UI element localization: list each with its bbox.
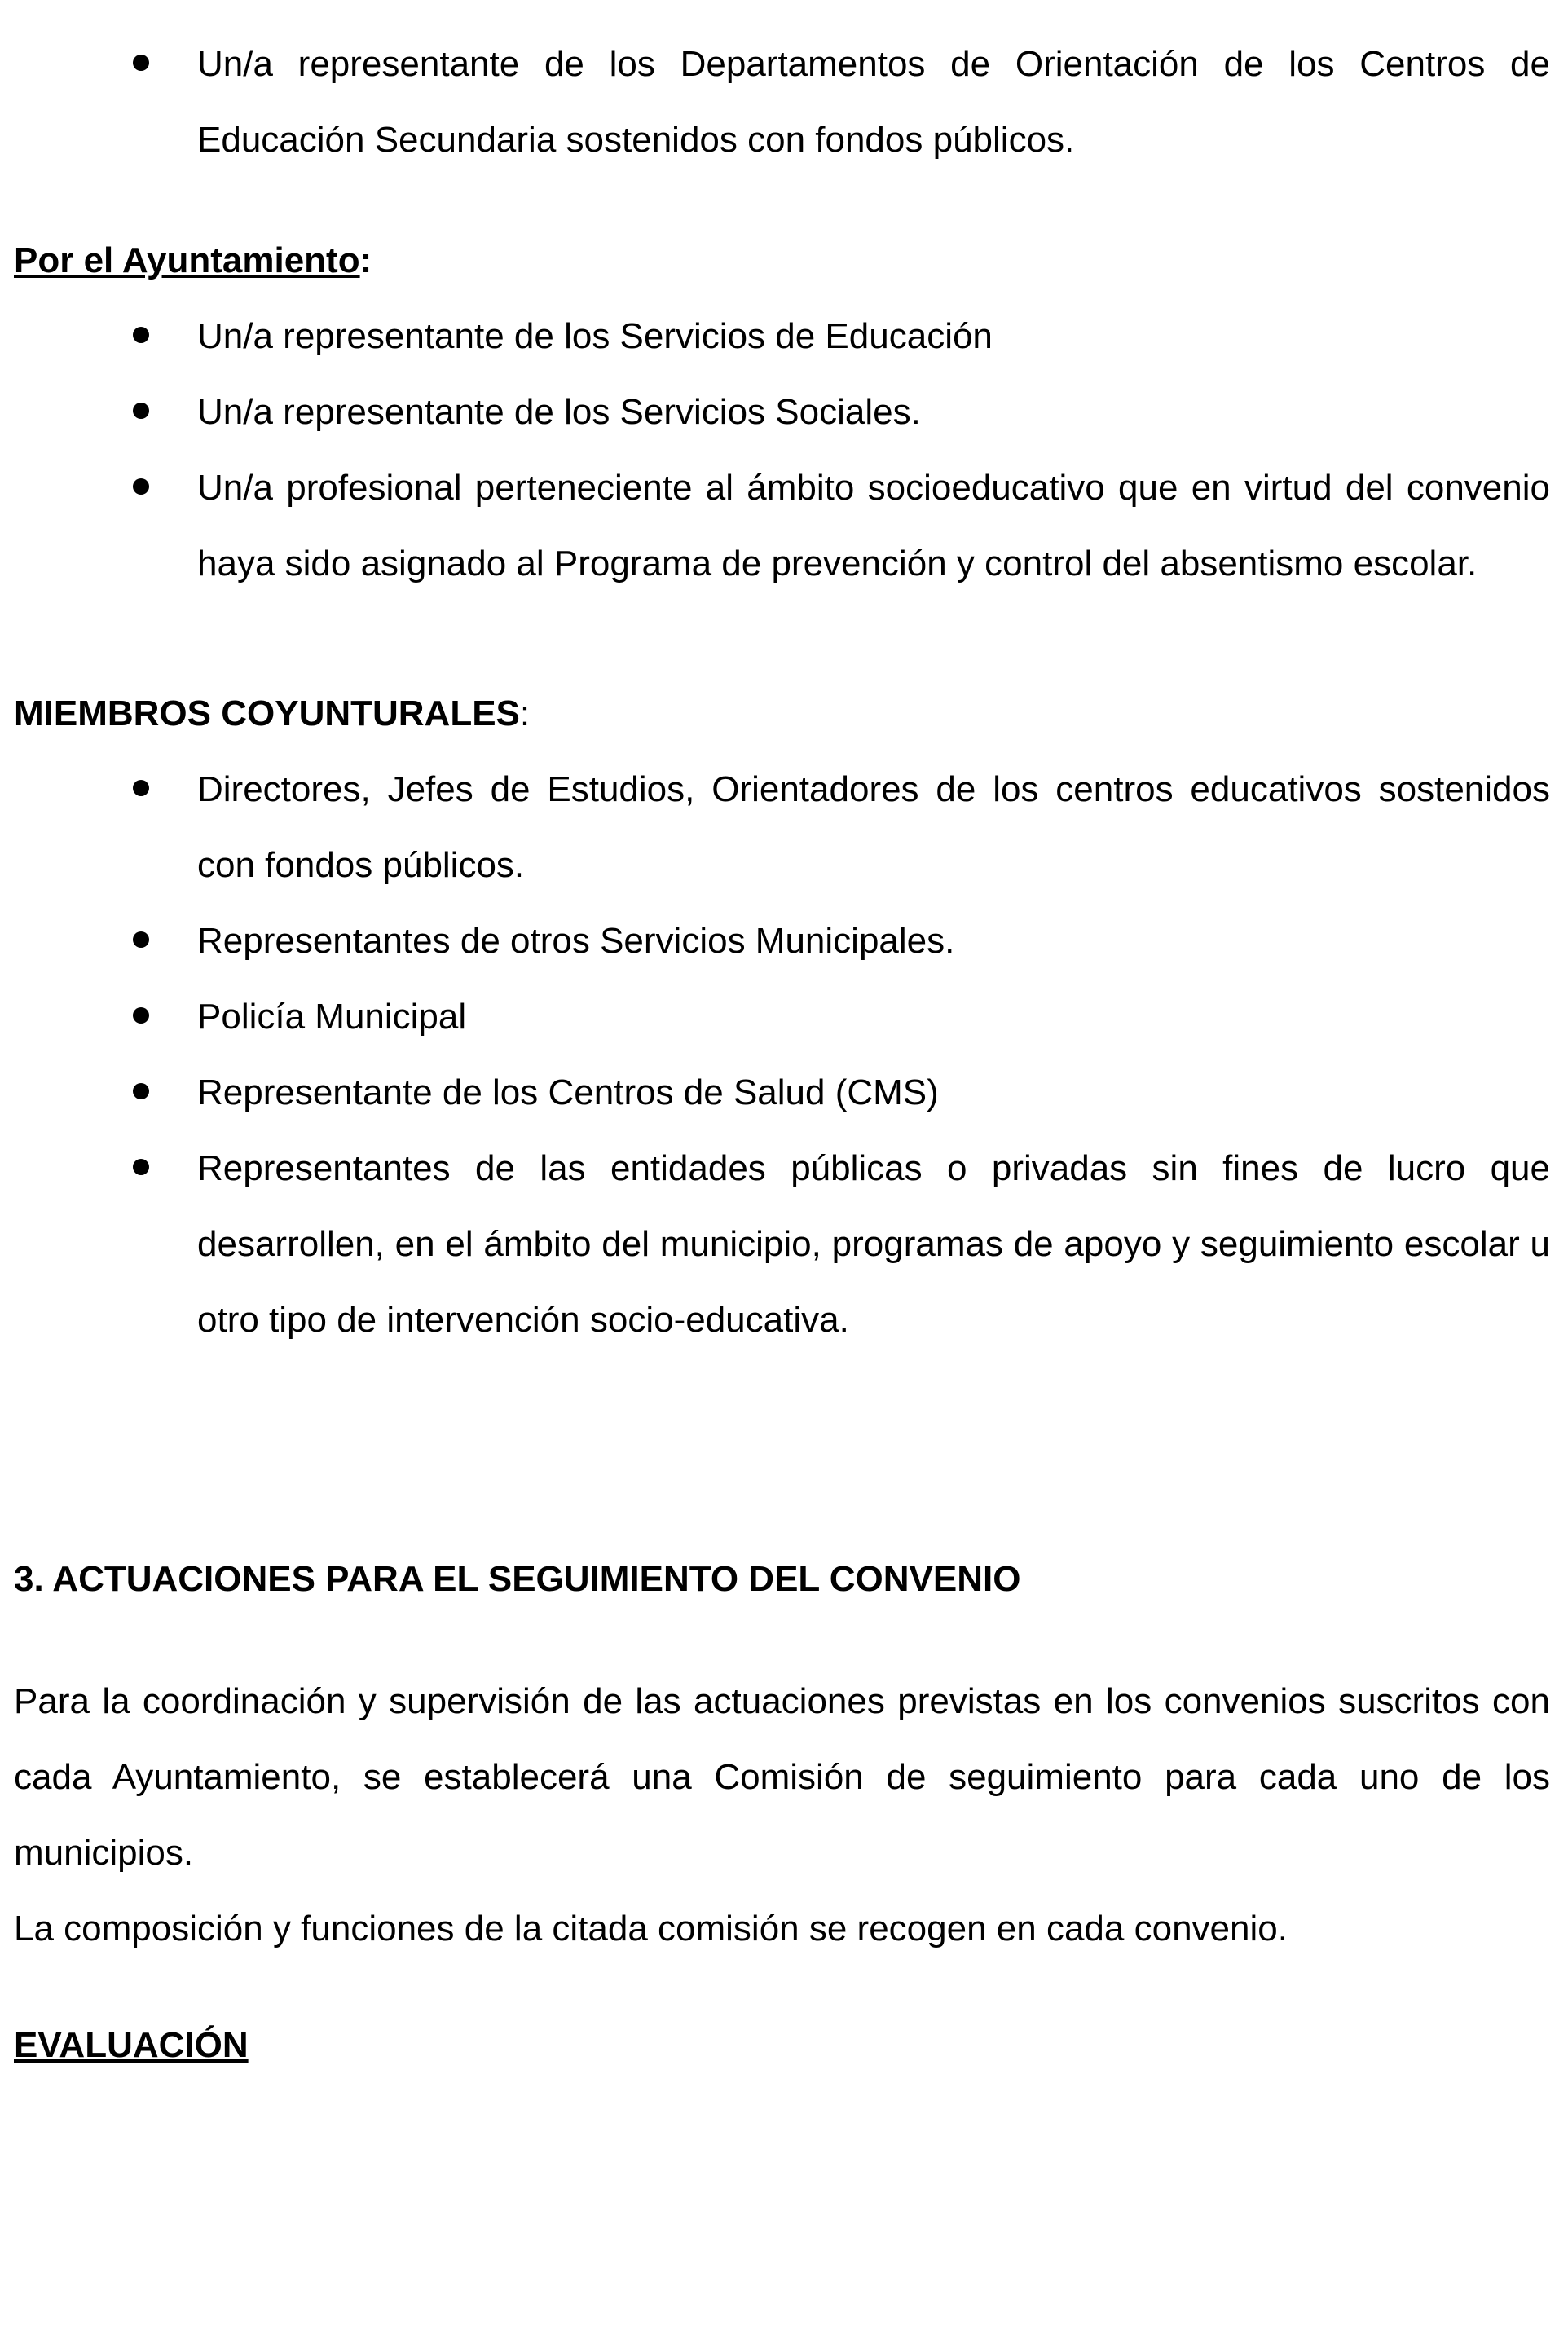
bullet-icon — [133, 1083, 149, 1099]
list-item-text: Representante de los Centros de Salud (CMS) — [197, 1072, 939, 1112]
list-item-text: Representantes de otros Servicios Municipales. — [197, 921, 955, 961]
list-item-text: Un/a representante de los Departamentos de Orientación de los Centros de Educación Secundaria sostenidos con fondos públicos. — [197, 44, 1550, 160]
heading-colon: : — [359, 240, 372, 280]
coyunturales-heading-text: MIEMBROS COYUNTURALES — [14, 694, 520, 733]
bullet-icon — [133, 403, 149, 419]
list-item-text: Policía Municipal — [197, 997, 467, 1037]
list-item — [14, 1055, 1550, 1130]
list-item — [14, 374, 1550, 450]
intro-list — [14, 26, 1550, 178]
ayuntamiento-heading-text: Por el Ayuntamiento — [14, 240, 360, 280]
list-item-text: Un/a representante de los Servicios de Educación — [197, 316, 993, 356]
bullet-icon — [133, 55, 149, 71]
bullet-icon — [133, 1159, 149, 1175]
list-item — [14, 298, 1550, 374]
ayuntamiento-heading — [14, 222, 1550, 298]
bullet-icon — [133, 478, 149, 495]
list-item — [14, 751, 1550, 903]
heading-colon: : — [519, 694, 531, 733]
list-item — [14, 1130, 1550, 1358]
list-item — [14, 450, 1550, 601]
evaluacion-heading — [14, 2007, 1550, 2083]
list-item-text: Directores, Jefes de Estudios, Orientadores de los centros educativos sostenidos con fondos públicos. — [197, 769, 1550, 885]
list-item — [14, 26, 1550, 178]
list-item-text: Un/a profesional perteneciente al ámbito socioeducativo que en virtud del convenio haya sido asignado al Programa de prevención y control del absentismo escolar. — [197, 468, 1550, 584]
list-item — [14, 979, 1550, 1055]
section-3-paragraph-2: La composición y funciones de la citada comisión se recogen en cada convenio. — [14, 1909, 1288, 1949]
evaluacion-heading-text: EVALUACIÓN — [14, 2025, 249, 2065]
section-3-paragraph-1: Para la coordinación y supervisión de las actuaciones previstas en los convenios suscritos con cada Ayuntamiento, se establecerá una Comisión de seguimiento para cada uno de los municipios. — [14, 1681, 1550, 1873]
section-3-heading: 3. ACTUACIONES PARA EL SEGUIMIENTO DEL CONVENIO — [14, 1559, 1021, 1599]
list-item — [14, 903, 1550, 979]
bullet-icon — [133, 780, 149, 796]
bullet-icon — [133, 327, 149, 343]
bullet-icon — [133, 931, 149, 948]
bullet-icon — [133, 1007, 149, 1024]
list-item-text: Representantes de las entidades públicas o privadas sin fines de lucro que desarrollen, en el ámbito del municipio, programas de apoyo y seguimiento escolar u otro tipo de intervención socio-educativa. — [197, 1148, 1550, 1340]
list-item-text: Un/a representante de los Servicios Sociales. — [197, 392, 921, 432]
document-content — [14, 26, 1550, 2083]
ayuntamiento-list — [14, 298, 1550, 601]
coyunturales-heading — [14, 676, 1550, 751]
coyunturales-list — [14, 751, 1550, 1358]
